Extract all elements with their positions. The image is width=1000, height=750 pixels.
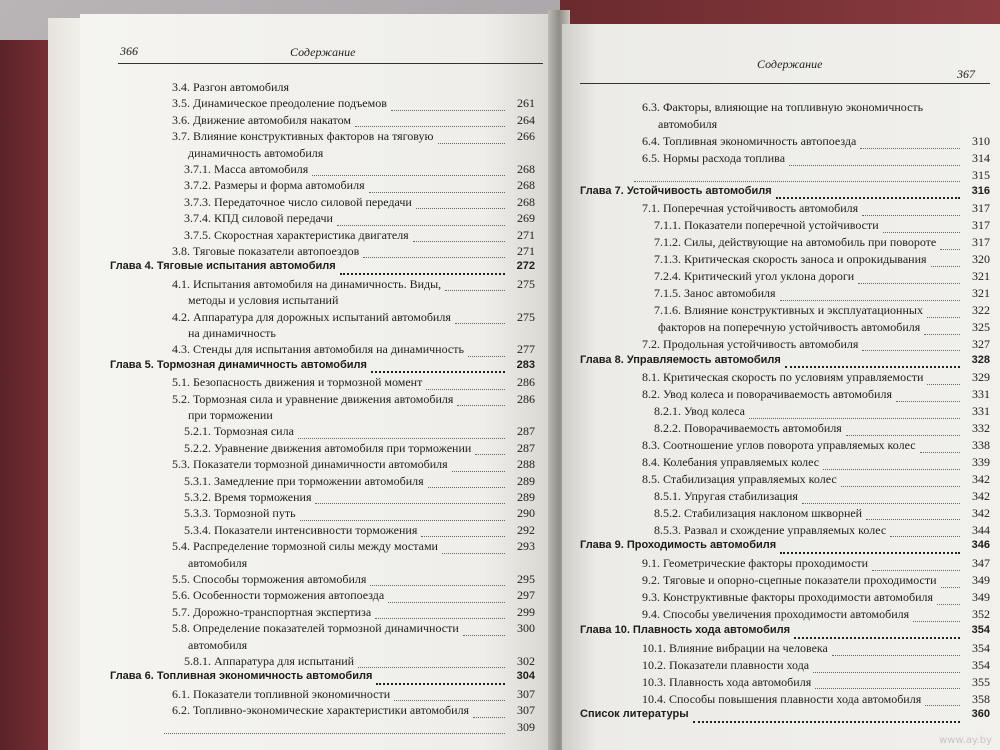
toc-page-number: 287: [517, 424, 535, 439]
toc-entry-label: Глава 7. Устойчивость автомобиля: [580, 184, 772, 197]
toc-entry-label: факторов на поперечную устойчивость автомобиля: [658, 319, 921, 334]
toc-page-number: 322: [972, 302, 990, 317]
toc-page-number: 358: [972, 691, 990, 706]
toc-entry: [580, 692, 990, 709]
toc-entry: [580, 387, 990, 404]
toc-entry-label: автомобиля: [188, 637, 248, 652]
toc-entry: [580, 421, 990, 438]
toc-entry: [580, 556, 990, 573]
toc-entry: [110, 129, 535, 145]
toc-entry-label: 6.4. Топливная экономичность автопоезда: [642, 133, 857, 148]
toc-entry: [580, 134, 990, 151]
toc-dot-leader: [846, 435, 960, 436]
toc-entry-label: 3.7.4. КПД силовой передачи: [184, 211, 333, 226]
toc-page-number: 275: [517, 276, 535, 291]
toc-entry-label: 7.1.2. Силы, действующие на автомобиль при повороте: [654, 235, 937, 250]
toc-dot-leader: [890, 536, 960, 537]
toc-entry-label: 10.4. Способы повышения плавности хода автомобиля: [642, 691, 922, 706]
toc-chapter: [580, 354, 990, 371]
toc-dot-leader: [391, 110, 505, 111]
toc-page-number: 325: [972, 319, 990, 334]
toc-page-number: 342: [972, 505, 990, 520]
toc-dot-leader: [442, 553, 505, 554]
toc-chapter: [110, 670, 535, 686]
toc-entry: [580, 286, 990, 303]
toc-dot-leader: [463, 635, 505, 636]
toc-entry-label: 5.1. Безопасность движения и тормозной момент: [172, 375, 423, 390]
toc-page-number: 309: [517, 719, 535, 734]
toc-dot-leader: [872, 570, 960, 571]
toc-entry: [110, 228, 535, 244]
toc-dot-leader: [883, 232, 960, 233]
toc-entry-label: 8.5.3. Развал и схождение управляемых колес: [654, 522, 887, 537]
toc-entry: [580, 404, 990, 421]
toc-entry-label: 8.5.2. Стабилизация наклоном шкворней: [654, 505, 863, 520]
toc-page-number: 293: [517, 539, 535, 554]
toc-entry-label: 7.1. Поперечная устойчивость автомобиля: [642, 201, 859, 216]
toc-chapter: [580, 708, 990, 725]
toc-entry-label: Глава 9. Проходимость автомобиля: [580, 539, 777, 552]
toc-page-number: 287: [517, 440, 535, 455]
toc-entry-label: Глава 4. Тяговые испытания автомобиля: [110, 260, 336, 273]
toc-page-number: 317: [972, 201, 990, 216]
toc-entry: [110, 392, 535, 408]
toc-entry: [580, 218, 990, 235]
left-page-number: 366: [120, 44, 138, 58]
toc-page-number: 297: [517, 588, 535, 603]
toc-dot-leader: [937, 604, 960, 605]
toc-entry-label: 5.2.2. Уравнение движения автомобиля при торможении: [184, 440, 472, 455]
toc-entry: [580, 506, 990, 523]
toc-page-number: 338: [972, 438, 990, 452]
toc-entry: [110, 211, 535, 227]
toc-entry: [110, 113, 535, 129]
toc-dot-leader: [862, 350, 960, 351]
toc-entry: [110, 277, 535, 293]
toc-entry: [110, 342, 535, 358]
toc-page-number: 271: [517, 244, 535, 258]
toc-page-number: 354: [972, 640, 990, 655]
toc-entry-label: 3.8. Тяговые показатели автопоездов: [172, 244, 360, 258]
toc-dot-leader: [394, 700, 505, 701]
toc-entry-label: 8.3. Соотношение углов поворота управляемых колес: [642, 438, 916, 452]
toc-entry-label: 5.2. Тормозная сила и уравнение движения автомобиля: [172, 391, 454, 406]
toc-entry-label: автомобиля: [188, 555, 248, 570]
toc-entry: [110, 195, 535, 211]
toc-entry-label: 5.2.1. Тормозная сила: [184, 424, 294, 439]
toc-dot-leader: [421, 536, 505, 537]
toc-dot-leader: [776, 197, 960, 199]
toc-page-number: 349: [972, 590, 990, 605]
toc-entry-label: 5.7. Дорожно-транспортная экспертиза: [172, 604, 372, 619]
toc-entry-label: 4.1. Испытания автомобиля на динамичность. Виды,: [172, 276, 442, 291]
watermark: www.ay.by: [939, 735, 992, 746]
toc-entry-label: Список литературы: [580, 708, 689, 721]
toc-dot-leader: [896, 401, 960, 402]
toc-entry-label: Глава 5. Тормозная динамичность автомобиля: [110, 358, 367, 371]
toc-entry-label: 7.2. Продольная устойчивость автомобиля: [642, 336, 859, 351]
toc-page-number: 286: [517, 391, 535, 406]
toc-dot-leader: [298, 438, 505, 439]
left-page-header: Содержание: [290, 45, 356, 59]
toc-dot-leader: [416, 208, 505, 209]
toc-page-number: 310: [972, 133, 990, 148]
toc-entry-label: 5.8.1. Аппаратура для испытаний: [184, 654, 355, 668]
toc-entry-label: 3.7.1. Масса автомобиля: [184, 162, 309, 176]
toc-entry: [580, 303, 990, 320]
toc-page-number: 268: [517, 162, 535, 176]
toc-dot-leader: [312, 175, 505, 176]
toc-page-number: 286: [517, 375, 535, 390]
toc-page-number: 355: [972, 674, 990, 689]
toc-page-number: 346: [971, 539, 990, 552]
toc-dot-leader: [794, 637, 960, 639]
toc-entry-label: 10.1. Влияние вибрации на человека: [642, 640, 828, 655]
toc-entry-label: 3.4. Разгон автомобиля: [172, 80, 289, 94]
toc-dot-leader: [413, 241, 505, 242]
toc-page-number: 289: [517, 490, 535, 504]
toc-page-number: 268: [517, 178, 535, 193]
toc-entry-label: 5.6. Особенности торможения автопоезда: [172, 588, 385, 603]
toc-entry-label: 8.2.1. Увод колеса: [654, 404, 745, 419]
toc-page-number: 354: [972, 657, 990, 672]
toc-page-number: 307: [517, 686, 535, 701]
toc-entry: [110, 703, 535, 719]
toc-entry-label: 8.4. Колебания управляемых колес: [642, 454, 820, 469]
toc-dot-leader: [860, 148, 960, 149]
toc-entry: [580, 320, 990, 337]
right-page-number: 367: [957, 67, 975, 81]
toc-entry: [580, 235, 990, 252]
toc-dot-leader: [369, 192, 505, 193]
toc-dot-leader: [866, 519, 960, 520]
toc-dot-leader: [858, 283, 960, 284]
toc-entry-label: 9.1. Геометрические факторы проходимости: [642, 556, 869, 571]
toc-page-number: 269: [517, 211, 535, 226]
toc-entry-label: 6.3. Факторы, влияющие на топливную экономичность: [642, 100, 924, 114]
toc-dot-leader: [780, 552, 960, 554]
toc-entry-label: 7.1.1. Показатели поперечной устойчивости: [654, 218, 879, 233]
toc-page-number: 304: [516, 670, 535, 683]
toc-page-number: 347: [972, 556, 990, 571]
toc-page-number: 317: [972, 235, 990, 250]
toc-page-number: 342: [972, 471, 990, 486]
toc-page-number: 328: [971, 353, 990, 366]
toc-entry-label: 7.1.5. Занос автомобиля: [654, 285, 776, 300]
toc-entry-label: 8.2. Увод колеса и поворачиваемость автомобиля: [642, 387, 892, 402]
toc-page-number: 329: [972, 370, 990, 385]
toc-entry-label: 8.5. Стабилизация управляемых колес: [642, 471, 837, 486]
toc-dot-leader: [927, 384, 960, 385]
toc-entry: [580, 168, 990, 185]
toc-entry-label: 5.3.4. Показатели интенсивности торможения: [184, 522, 418, 537]
toc-page-number: 327: [972, 336, 990, 351]
toc-page-number: 331: [972, 387, 990, 402]
toc-entry-label: 8.5.1. Упругая стабилизация: [654, 488, 798, 503]
toc-page-number: 321: [972, 285, 990, 300]
toc-entry: [580, 658, 990, 675]
toc-entry: [110, 326, 535, 342]
toc-page-number: 354: [971, 623, 990, 636]
toc-page-number: 339: [972, 454, 990, 469]
toc-chapter: [580, 539, 990, 556]
toc-entry-label: 3.7.3. Передаточное число силовой передачи: [184, 194, 412, 209]
toc-dot-leader: [780, 300, 960, 301]
toc-dot-leader: [452, 471, 505, 472]
right-page: [562, 24, 1000, 750]
toc-page-number: 314: [972, 150, 990, 165]
toc-dot-leader: [931, 266, 960, 267]
toc-entry-label: 3.7.5. Скоростная характеристика двигателя: [184, 227, 409, 242]
toc-entry: [580, 100, 990, 117]
toc-entry-label: 3.7. Влияние конструктивных факторов на тяговую: [172, 129, 434, 144]
toc-page-number: 317: [972, 218, 990, 233]
toc-entry: [110, 162, 535, 178]
toc-entry: [110, 605, 535, 621]
toc-page-number: 332: [972, 421, 990, 436]
toc-dot-leader: [634, 181, 960, 182]
toc-page-number: 342: [972, 488, 990, 503]
left-page: [80, 14, 555, 750]
toc-entry-label: 9.3. Конструктивные факторы проходимости автомобиля: [642, 590, 934, 605]
toc-entry: [580, 607, 990, 624]
toc-dot-leader: [815, 688, 960, 689]
toc-entry: [580, 472, 990, 489]
toc-dot-leader: [920, 452, 960, 453]
toc-entry: [110, 474, 535, 490]
toc-entry: [580, 337, 990, 354]
toc-entry: [110, 408, 535, 424]
toc-page-number: 302: [517, 654, 535, 668]
toc-entry-label: 4.2. Аппаратура для дорожных испытаний автомобиля: [172, 309, 451, 324]
toc-page-number: 331: [972, 404, 990, 419]
toc-entry-label: 6.1. Показатели топливной экономичности: [172, 686, 391, 701]
toc-entry: [580, 573, 990, 590]
toc-page-number: 264: [517, 112, 535, 127]
toc-entry-label: 10.3. Плавность хода автомобиля: [642, 674, 812, 689]
toc-page-number: 272: [516, 260, 535, 273]
toc-entry: [110, 441, 535, 457]
toc-entry: [110, 638, 535, 654]
toc-entry: [110, 720, 535, 736]
toc-dot-leader: [749, 418, 960, 419]
toc-dot-leader: [832, 655, 960, 656]
toc-entry: [580, 590, 990, 607]
toc-entry: [110, 310, 535, 326]
toc-entry-label: 9.2. Тяговые и опорно-сцепные показатели проходимости: [642, 573, 937, 588]
toc-entry-label: 5.3. Показатели тормозной динамичности автомобиля: [172, 457, 448, 472]
toc-page-number: 300: [517, 621, 535, 636]
toc-entry-label: 5.5. Способы торможения автомобиля: [172, 572, 367, 586]
toc-dot-leader: [340, 273, 505, 275]
toc-page-number: 266: [517, 129, 535, 144]
toc-entry: [580, 151, 990, 168]
toc-entry: [110, 424, 535, 440]
toc-page-number: 295: [517, 572, 535, 586]
right-toc: [580, 76, 990, 736]
toc-page-number: 299: [517, 604, 535, 619]
toc-dot-leader: [785, 366, 960, 368]
toc-chapter: [580, 624, 990, 641]
toc-entry: [580, 370, 990, 387]
toc-entry: [110, 588, 535, 604]
toc-entry-label: на динамичность: [188, 326, 276, 340]
toc-entry-label: Глава 6. Топливная экономичность автомобиля: [110, 670, 373, 683]
toc-entry-label: автомобиля: [658, 116, 718, 131]
left-toc: [110, 66, 535, 736]
toc-page-number: 320: [972, 252, 990, 267]
toc-page-number: 292: [517, 522, 535, 537]
toc-dot-leader: [813, 672, 960, 673]
toc-dot-leader: [457, 405, 505, 406]
toc-page-number: 271: [517, 227, 535, 242]
toc-dot-leader: [940, 249, 960, 250]
toc-dot-leader: [941, 587, 960, 588]
toc-entry-label: динамичность автомобиля: [188, 145, 324, 160]
toc-entry: [580, 523, 990, 540]
toc-entry: [110, 375, 535, 391]
toc-page-number: 289: [517, 473, 535, 488]
toc-entry: [110, 244, 535, 260]
toc-entry-label: 5.3.3. Тормозной путь: [184, 506, 296, 521]
toc-dot-leader: [438, 143, 505, 144]
toc-page-number: 283: [516, 358, 535, 371]
toc-entry: [580, 269, 990, 286]
toc-page-number: 360: [971, 708, 990, 721]
toc-entry-label: 7.2.4. Критический угол уклона дороги: [654, 269, 855, 283]
toc-dot-leader: [371, 371, 505, 373]
toc-entry-label: 10.2. Показатели плавности хода: [642, 657, 810, 672]
toc-page-number: 315: [972, 167, 990, 182]
toc-dot-leader: [376, 683, 505, 685]
toc-entry-label: 3.7.2. Размеры и форма автомобиля: [184, 178, 365, 193]
toc-entry: [580, 252, 990, 269]
toc-page-number: 307: [517, 703, 535, 718]
toc-dot-leader: [475, 454, 505, 455]
toc-dot-leader: [337, 225, 505, 226]
toc-entry: [110, 96, 535, 112]
toc-dot-leader: [841, 486, 960, 487]
toc-entry: [110, 523, 535, 539]
toc-dot-leader: [913, 621, 960, 622]
toc-entry-label: 3.6. Движение автомобиля накатом: [172, 112, 351, 127]
toc-page-number: 344: [972, 522, 990, 537]
toc-entry-label: 6.5. Нормы расхода топлива: [642, 150, 786, 165]
toc-dot-leader: [358, 667, 505, 668]
toc-entry: [580, 438, 990, 455]
toc-entry-label: 4.3. Стенды для испытания автомобиля на динамичность: [172, 342, 464, 357]
toc-entry: [110, 490, 535, 506]
toc-dot-leader: [468, 356, 505, 357]
toc-entry: [580, 117, 990, 134]
toc-page-number: 316: [971, 184, 990, 197]
toc-entry: [580, 641, 990, 658]
toc-entry: [110, 539, 535, 555]
toc-dot-leader: [927, 317, 960, 318]
toc-dot-leader: [802, 503, 960, 504]
toc-dot-leader: [370, 585, 505, 586]
toc-dot-leader: [789, 165, 960, 166]
toc-entry-label: 5.8. Определение показателей тормозной динамичности: [172, 621, 459, 636]
toc-entry-label: 3.5. Динамическое преодоление подъемов: [172, 96, 387, 111]
toc-entry-label: 8.1. Критическая скорость по условиям управляемости: [642, 370, 924, 385]
toc-entry: [110, 178, 535, 194]
toc-dot-leader: [925, 705, 960, 706]
toc-dot-leader: [164, 733, 505, 734]
toc-entry: [580, 489, 990, 506]
toc-page-number: 288: [517, 457, 535, 472]
toc-page-number: 352: [972, 607, 990, 621]
toc-entry-label: 8.2.2. Поворачиваемость автомобиля: [654, 421, 842, 436]
toc-page-number: 268: [517, 194, 535, 209]
left-header-rule: [118, 63, 543, 64]
toc-dot-leader: [862, 215, 960, 216]
toc-dot-leader: [473, 717, 505, 718]
toc-dot-leader: [388, 602, 505, 603]
toc-entry-label: Глава 10. Плавность хода автомобиля: [580, 623, 791, 636]
toc-entry: [110, 146, 535, 162]
toc-dot-leader: [426, 389, 505, 390]
toc-page-number: 275: [517, 309, 535, 324]
toc-dot-leader: [445, 290, 505, 291]
toc-entry-label: 7.1.6. Влияние конструктивных и эксплуатационных: [654, 302, 923, 317]
toc-entry: [110, 293, 535, 309]
toc-dot-leader: [428, 487, 505, 488]
toc-entry-label: 5.4. Распределение тормозной силы между мостами: [172, 539, 438, 554]
toc-entry: [110, 80, 535, 96]
toc-entry: [110, 572, 535, 588]
toc-dot-leader: [693, 721, 960, 723]
toc-page-number: 290: [517, 506, 535, 521]
toc-entry: [110, 457, 535, 473]
toc-entry-label: 9.4. Способы увеличения проходимости автомобиля: [642, 607, 910, 621]
toc-entry-label: при торможении: [188, 408, 273, 422]
toc-entry: [110, 654, 535, 670]
toc-entry-label: методы и условия испытаний: [188, 293, 339, 308]
toc-entry: [580, 455, 990, 472]
toc-page-number: 261: [517, 96, 535, 111]
toc-entry-label: 7.1.3. Критическая скорость заноса и опрокидывания: [654, 252, 927, 267]
toc-entry-label: Глава 8. Управляемость автомобиля: [580, 353, 781, 366]
toc-entry: [110, 687, 535, 703]
toc-chapter: [110, 359, 535, 375]
toc-dot-leader: [355, 126, 505, 127]
toc-page-number: 321: [972, 269, 990, 283]
toc-dot-leader: [455, 323, 505, 324]
toc-dot-leader: [300, 520, 505, 521]
toc-entry: [580, 675, 990, 692]
toc-entry-label: 6.2. Топливно-экономические характеристики автомобиля: [172, 703, 470, 718]
toc-chapter: [580, 185, 990, 202]
toc-chapter: [110, 260, 535, 276]
toc-page-number: 277: [517, 342, 535, 357]
toc-entry: [110, 506, 535, 522]
toc-dot-leader: [363, 257, 505, 258]
toc-entry: [580, 201, 990, 218]
toc-entry-label: 5.3.2. Время торможения: [184, 490, 312, 504]
toc-entry-label: 5.3.1. Замедление при торможении автомобиля: [184, 473, 424, 488]
toc-dot-leader: [375, 618, 505, 619]
toc-dot-leader: [823, 469, 960, 470]
toc-page-number: 349: [972, 573, 990, 588]
toc-entry: [110, 556, 535, 572]
toc-entry: [110, 621, 535, 637]
right-page-header: Содержание: [757, 57, 823, 71]
toc-dot-leader: [315, 503, 505, 504]
toc-dot-leader: [924, 334, 960, 335]
